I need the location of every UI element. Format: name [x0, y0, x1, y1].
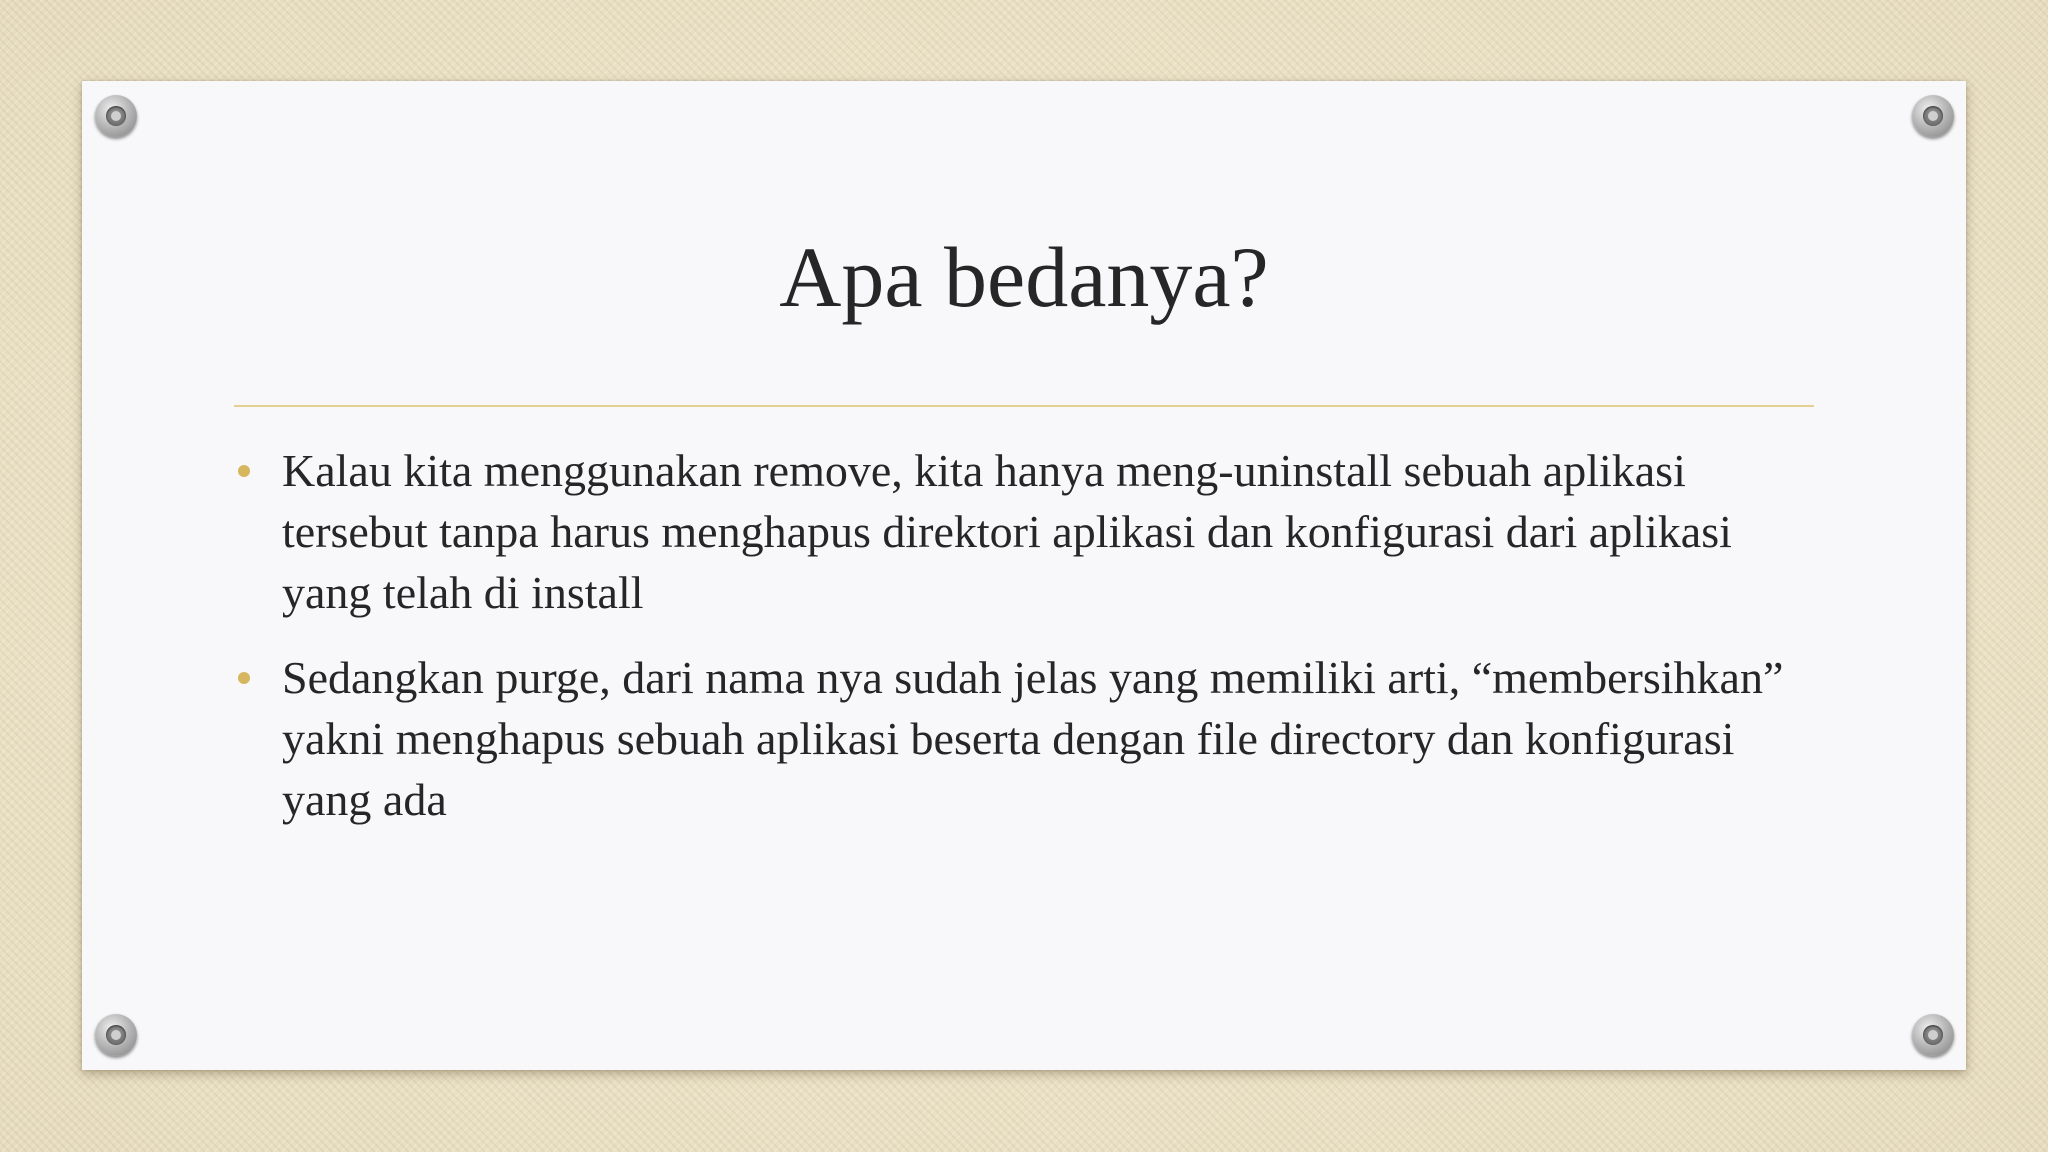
bullet-icon — [238, 465, 250, 477]
title-divider — [234, 405, 1814, 407]
grommet-icon — [95, 95, 137, 137]
slide-title: Apa bedanya? — [779, 229, 1269, 325]
bullet-text: Kalau kita menggunakan remove, kita hanya meng-uninstall sebuah aplikasi tersebut tanpa harus menghapus direktori aplikasi dan konfigurasi dari aplikasi yang telah di install — [282, 445, 1732, 618]
grommet-icon — [95, 1014, 137, 1056]
bullet-list — [234, 440, 1814, 854]
bullet-item — [234, 440, 1814, 623]
bullet-icon — [238, 672, 250, 684]
bullet-item — [234, 647, 1814, 830]
grommet-icon — [1912, 95, 1954, 137]
grommet-icon — [1912, 1014, 1954, 1056]
bullet-text: Sedangkan purge, dari nama nya sudah jelas yang memiliki arti, “membersihkan” yakni menghapus sebuah aplikasi beserta dengan file directory dan konfigurasi yang ada — [282, 652, 1784, 825]
